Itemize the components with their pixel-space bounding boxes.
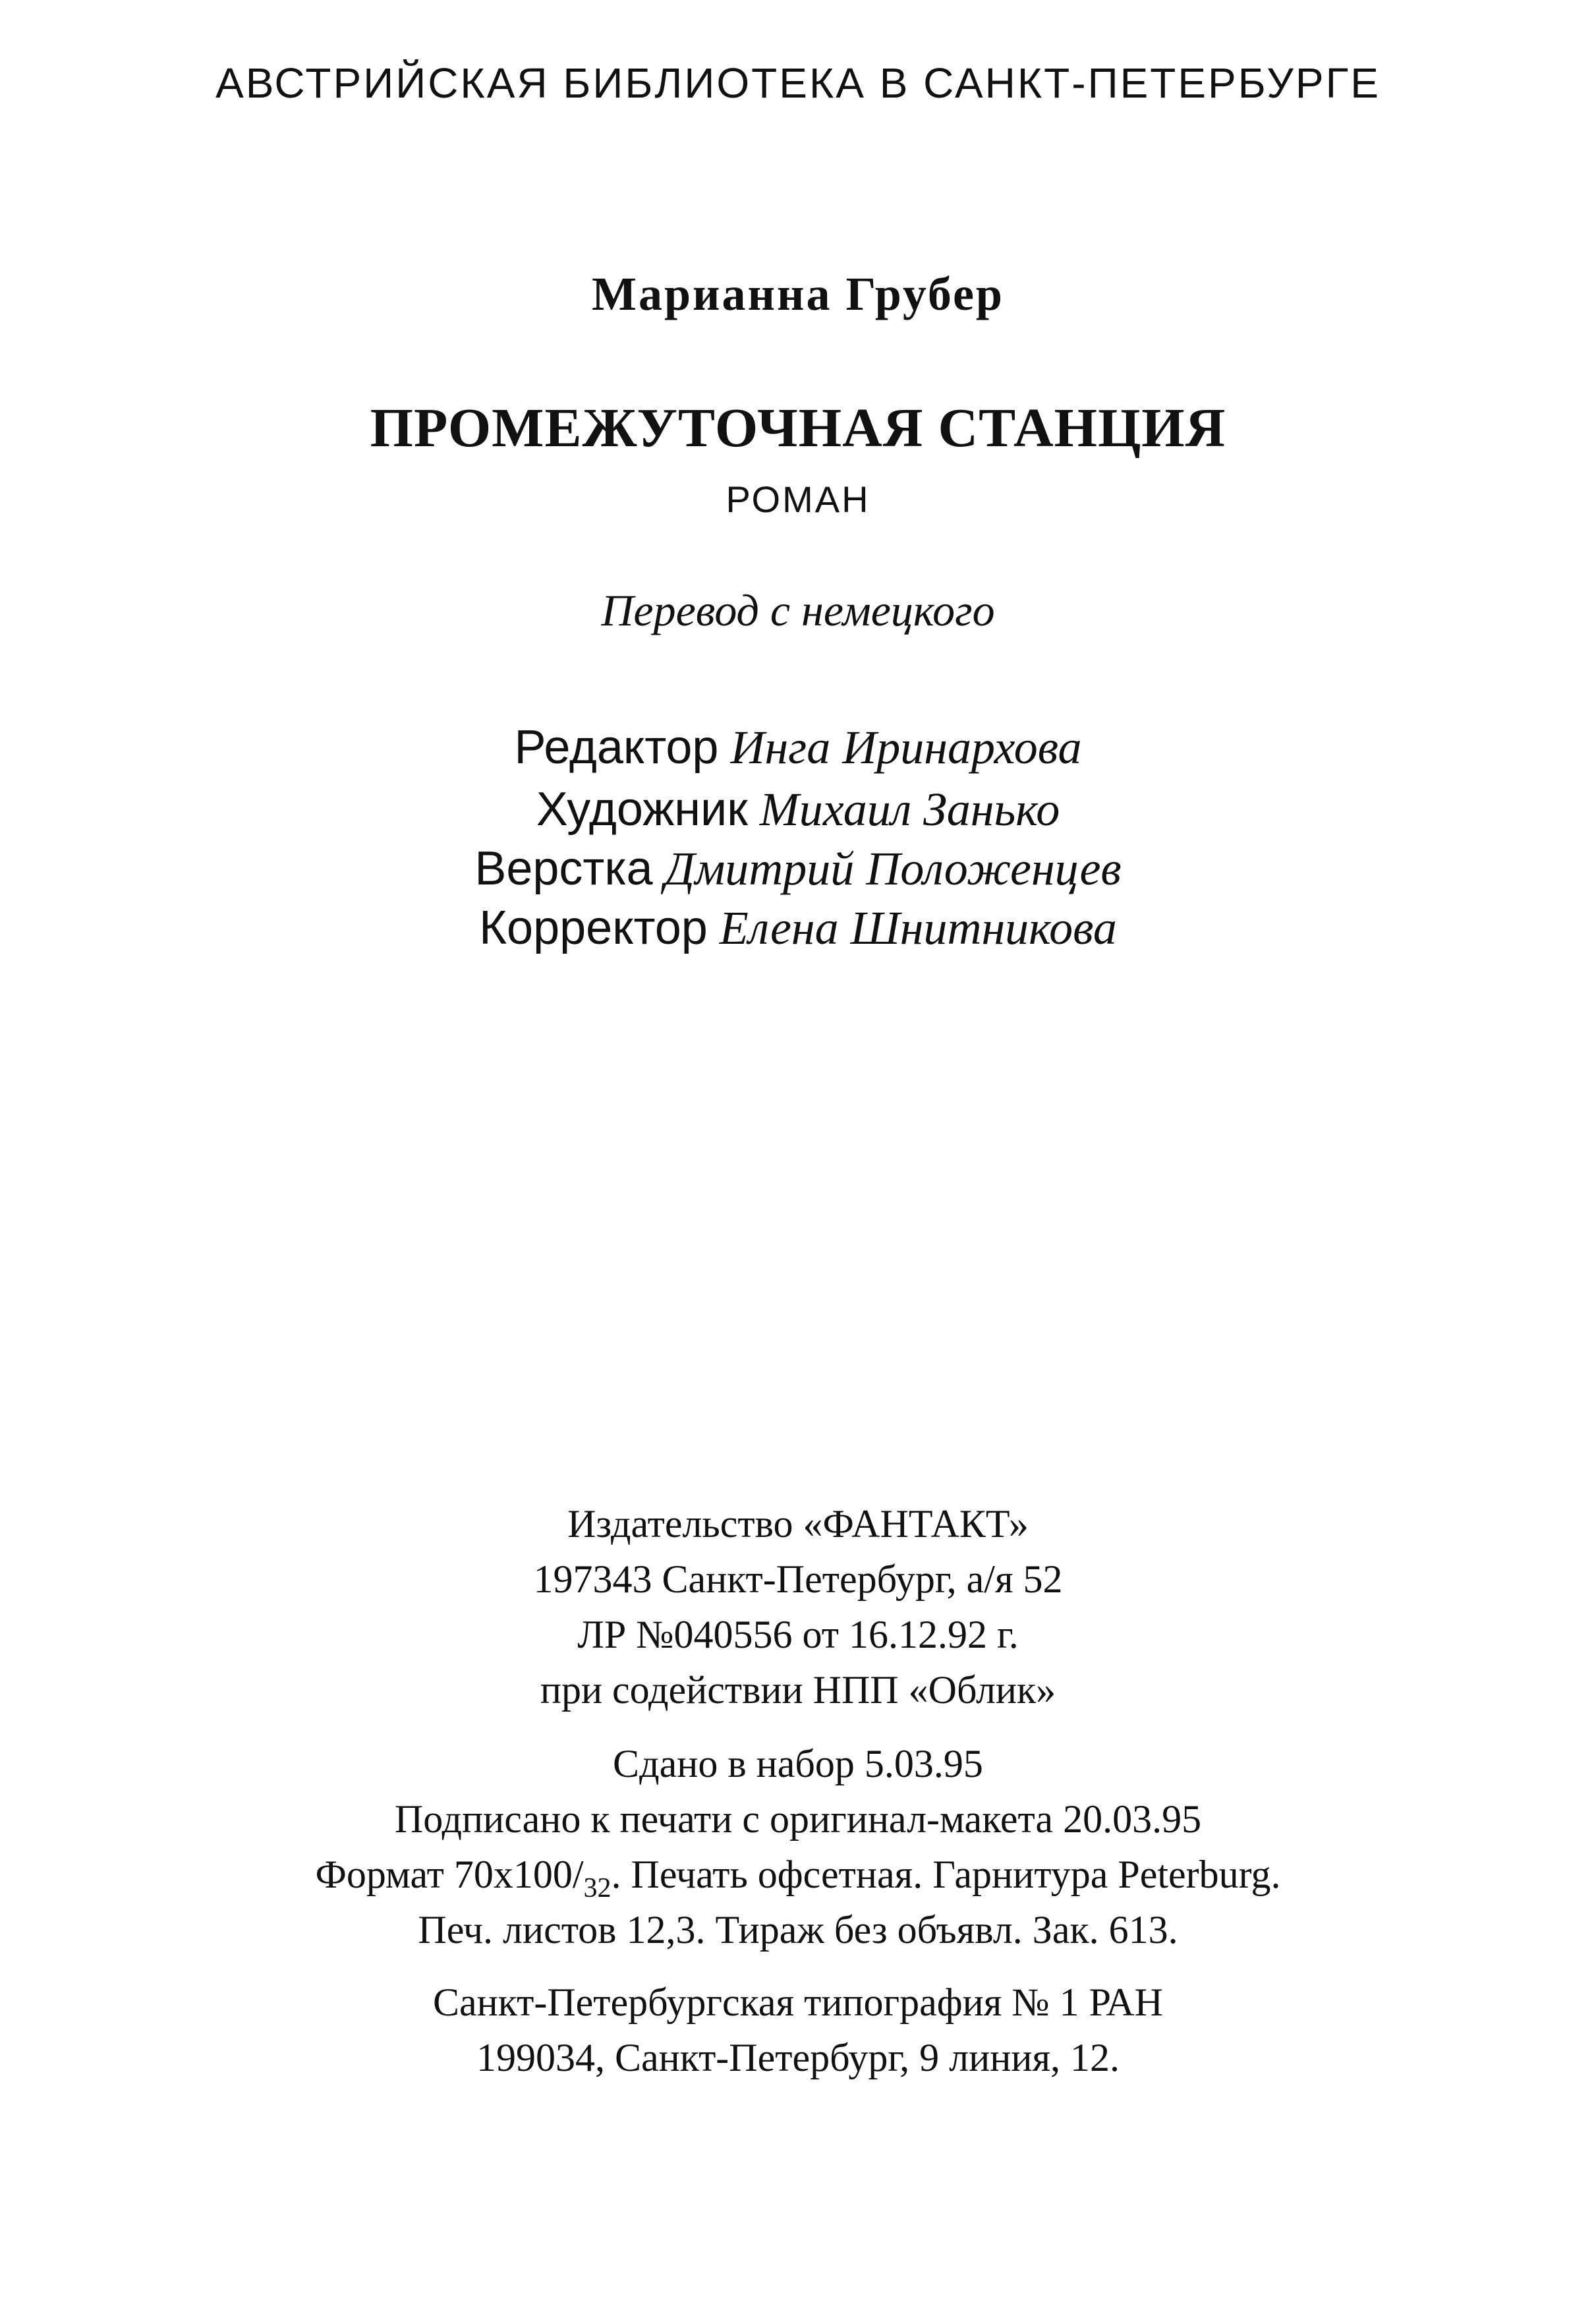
signed-date: Подписано к печати с оригинал-макета 20.03.95	[394, 1797, 1202, 1841]
credit-role: Редактор	[514, 721, 719, 774]
credit-editor	[0, 721, 1596, 774]
format-prefix: Формат 70x100/	[315, 1853, 584, 1896]
author-name: Марианна Грубер	[592, 268, 1004, 320]
translation-note: Перевод с немецкого	[601, 585, 995, 635]
printer-address: 199034, Санкт-Петербург, 9 линия, 12.	[476, 2036, 1120, 2079]
publisher-name: Издательство «ФАНТАКТ»	[567, 1502, 1029, 1546]
series-title: АВСТРИЙСКАЯ БИБЛИОТЕКА В САНКТ-ПЕТЕРБУРГЕ	[215, 59, 1381, 107]
credit-person: Инга Иринархова	[730, 721, 1082, 774]
credit-layout	[0, 842, 1596, 895]
printer-name: Санкт-Петербургская типография № 1 РАН	[433, 1981, 1163, 2024]
format-suffix: . Печать офсетная. Гарнитура Peterburg.	[611, 1853, 1281, 1896]
typeset-date: Сдано в набор 5.03.95	[613, 1742, 983, 1785]
publisher-assistance: при содействии НПП «Облик»	[540, 1668, 1056, 1712]
format-line	[0, 1855, 1596, 1902]
credit-role: Корректор	[479, 902, 708, 954]
credit-artist	[0, 783, 1596, 836]
credit-role: Художник	[536, 783, 748, 836]
book-genre: РОМАН	[726, 478, 870, 520]
credit-person: Елена Шнитникова	[719, 902, 1117, 954]
credit-person: Дмитрий Положенцев	[664, 842, 1122, 895]
publisher-license: ЛР №040556 от 16.12.92 г.	[577, 1613, 1019, 1656]
credit-role: Верстка	[474, 842, 653, 895]
credit-proofreader	[0, 904, 1596, 952]
book-title: ПРОМЕЖУТОЧНАЯ СТАНЦИЯ	[370, 397, 1226, 459]
credit-person: Михаил Занько	[759, 783, 1060, 836]
publisher-address: 197343 Санкт-Петербург, а/я 52	[533, 1557, 1063, 1601]
format-subscript: 32	[583, 1873, 612, 1903]
sheets-line: Печ. листов 12,3. Тираж без объявл. Зак. 613.	[418, 1908, 1178, 1952]
